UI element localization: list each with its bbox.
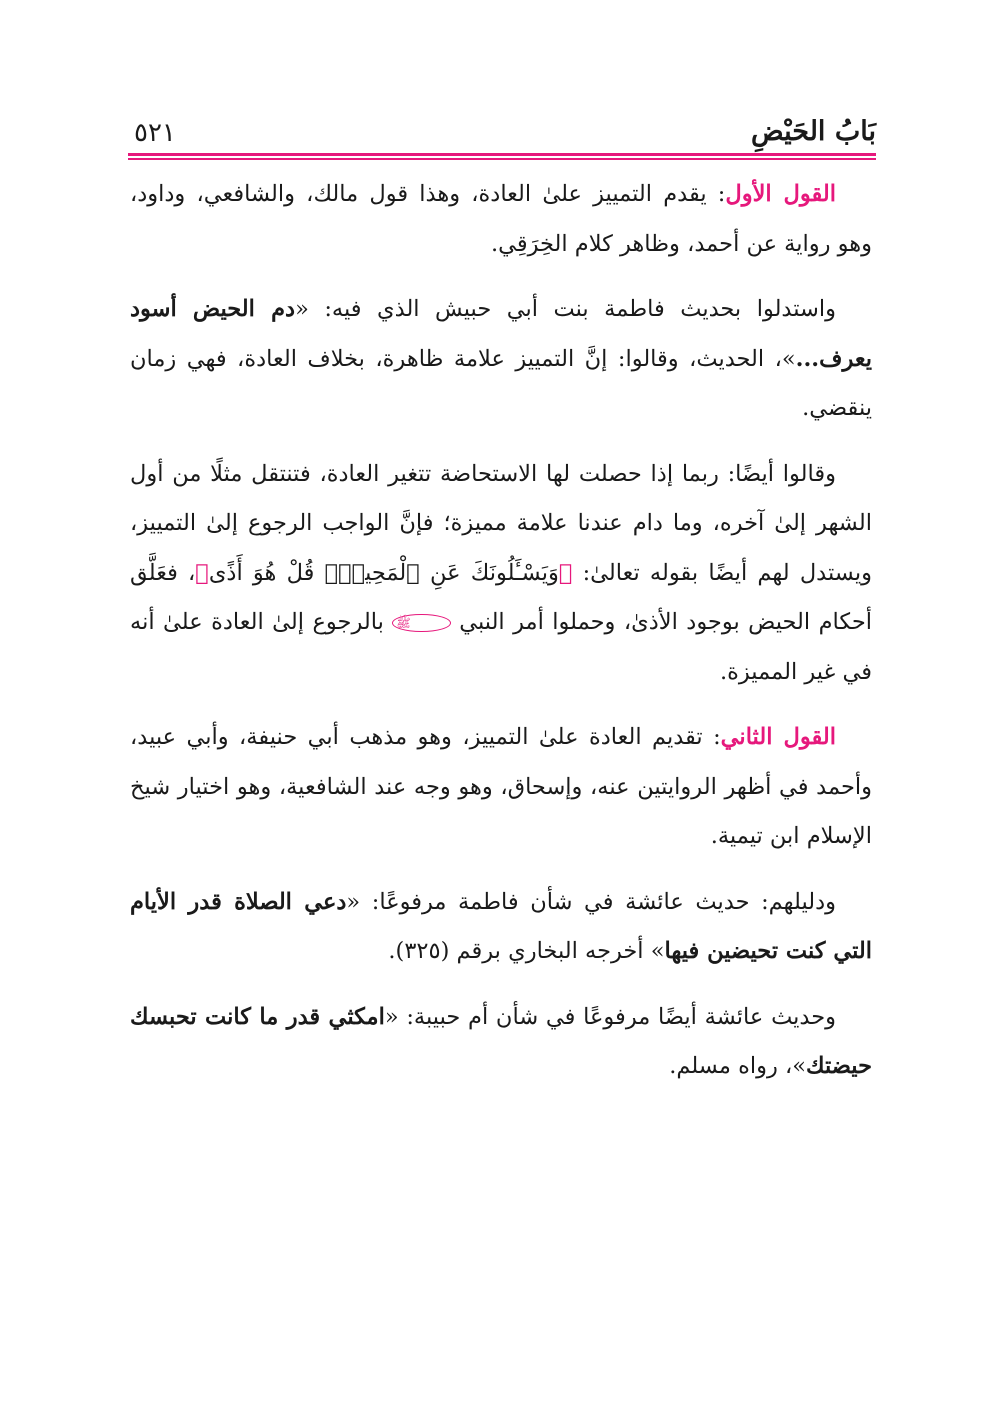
- hadith-quote-aisha-1: دعي الصلاة قدر الأيام التي كنت تحيضين فيها: [130, 888, 872, 964]
- evidence-more-middle: ، فعَلَّق أحكام الحيض بوجود الأذىٰ، وحملوا أمر النبي: [130, 559, 872, 635]
- third-evidence-rest: »، رواه مسلم.: [669, 1053, 807, 1079]
- first-evidence-intro: واستدلوا بحديث فاطمة بنت أبي حبيش الذي فيه: «: [295, 296, 836, 322]
- first-evidence-rest: »، الحديث، وقالوا: إنَّ التمييز علامة ظاهرة، بخلاف العادة، فهي زمان ينقضي.: [130, 345, 872, 421]
- second-evidence-rest: » أخرجه البخاري برقم (٣٢٥).: [388, 938, 665, 964]
- second-opinion-text: : تقديم العادة علىٰ التمييز، وهو مذهب أبي حنيفة، وأبي عبيد، وأحمد في أظهر الروايتين عنه، وإسحاق، وهو وجه عند الشافعية، وهو اختيار شيخ الإسلام ابن تيمية.: [130, 724, 872, 849]
- chapter-title: بَابُ الحَيْضِ: [751, 116, 876, 147]
- paragraph-second-opinion: [130, 713, 872, 862]
- first-opinion-label: القول الأول: [725, 181, 836, 207]
- hadith-quote-aisha-2: امكثي قدر ما كانت تحبسك حيضتك: [130, 1003, 872, 1079]
- second-evidence-intro: ودليلهم: حديث عائشة في شأن فاطمة مرفوعًا: «: [346, 888, 836, 915]
- paragraph-third-evidence: [130, 993, 872, 1092]
- header-rule-top: [128, 153, 876, 156]
- paragraph-first-opinion: [130, 170, 872, 269]
- first-opinion-text: : يقدم التمييز علىٰ العادة، وهذا قول مالك، والشافعي، وداود، وهو رواية عن أحمد، وظاهر كلام الخِرَقِي.: [130, 181, 872, 257]
- verse-brace-open: ﴿: [558, 559, 573, 586]
- paragraph-first-evidence: [130, 285, 872, 434]
- page-header: [128, 112, 876, 152]
- quran-verse: وَيَسْـَٔلُونَكَ عَنِ ٱلْمَحِيضِۖ قُلْ هُوَ أَذًى: [208, 559, 559, 586]
- third-evidence-intro: وحديث عائشة أيضًا مرفوعًا في شأن أم حبيبة: «: [384, 1003, 837, 1030]
- page-number: ٥٢١: [134, 118, 176, 148]
- evidence-more-rest: بالرجوع إلىٰ العادة علىٰ أنه في غير المميزة.: [130, 609, 872, 685]
- paragraph-second-evidence: [130, 878, 872, 977]
- header-rule-bottom: [128, 158, 876, 160]
- paragraph-first-evidence-more: [130, 450, 872, 698]
- salawat-icon: ﷺ: [392, 614, 451, 632]
- page-body: [130, 170, 872, 1108]
- hadith-quote-fatima: دم الحيض أسود يعرف...: [130, 296, 872, 372]
- second-opinion-label: القول الثاني: [720, 724, 836, 750]
- verse-brace-close: ﴾: [195, 559, 209, 586]
- evidence-more-intro: وقالوا أيضًا: ربما إذا حصلت لها الاستحاضة تتغير العادة، فتنتقل مثلًا من أول الشهر إلىٰ آخره، وما دام عندنا علامة مميزة؛ فإنَّ الواجب الرجوع إلىٰ التمييز، ويستدل لهم أيضًا بقوله تعالىٰ:: [130, 460, 872, 586]
